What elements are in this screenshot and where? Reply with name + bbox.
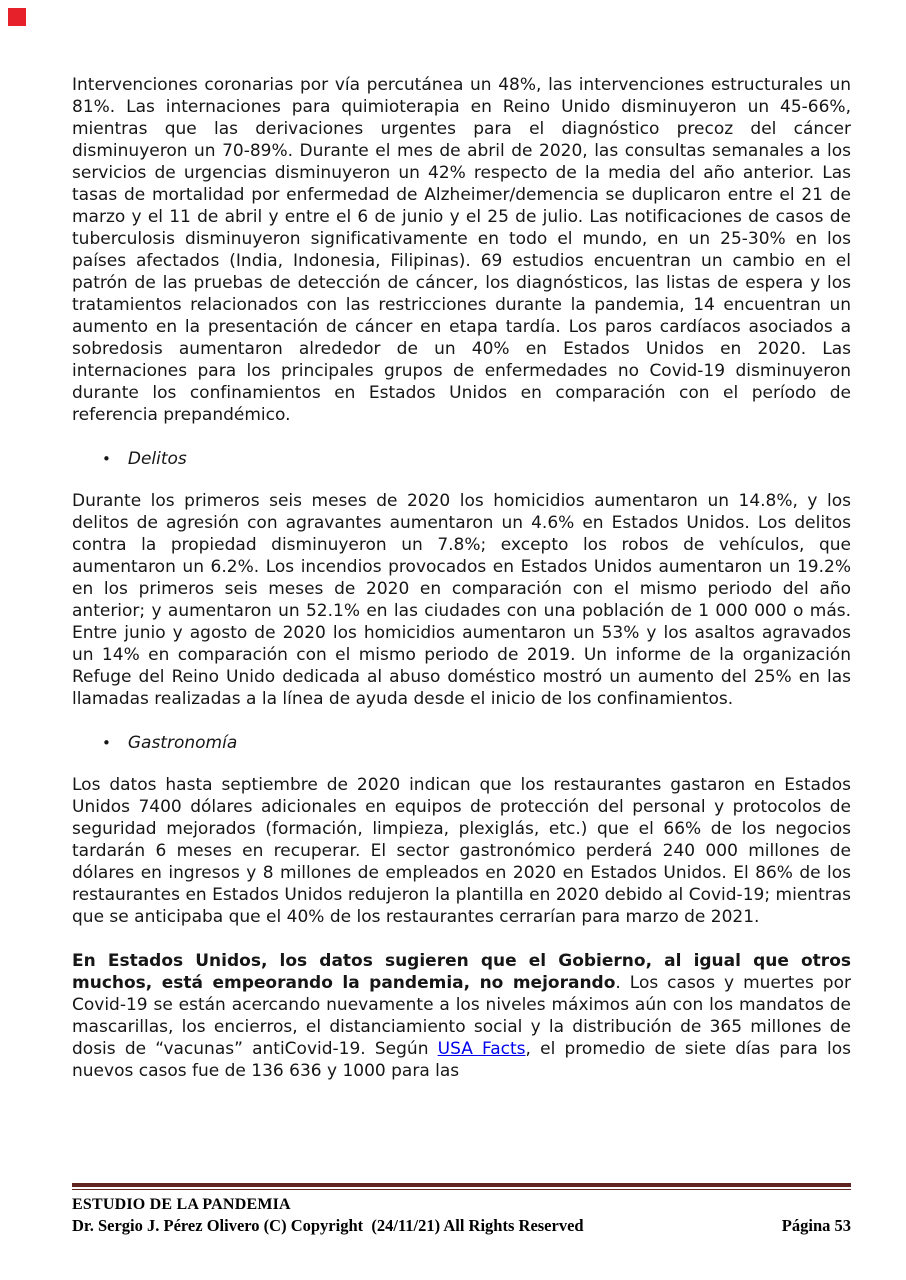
page-number: Página 53 [781, 1216, 851, 1235]
conclusion-text-before-link: . Los casos y muertes por Covid-19 se están acercando nuevamente a los niveles máximos aún con los mandatos de mascarillas, los encierros, el distanciamiento social y la distribución de 365 millones de dosis de “vacunas” antiCovid-19. Según [72, 973, 851, 1059]
footer-rule-thin [72, 1189, 851, 1190]
footer-copyright: Dr. Sergio J. Pérez Olivero (C) Copyright (24/11/21) All Rights Reserved [72, 1216, 584, 1235]
footer-document-title: ESTUDIO DE LA PANDEMIA [72, 1196, 291, 1213]
bold-statement: En Estados Unidos, los datos sugieren que el Gobierno, al igual que otros muchos, está empeorando la pandemia, no mejorando [72, 951, 851, 993]
bullet-label-delitos: Delitos [127, 449, 187, 469]
bullet-label-gastronomia: Gastronomía [127, 733, 238, 753]
paragraph-conclusion [72, 950, 851, 1082]
conclusion-text-after-link: , el promedio de siete días para los nuevos casos fue de 136 636 y 1000 para las [72, 1039, 851, 1081]
footer-rule-thick [72, 1183, 851, 1187]
page-footer [72, 1183, 851, 1237]
paragraph-gastronomy: Los datos hasta septiembre de 2020 indican que los restaurantes gastaron en Estados Unidos 7400 dólares adicionales en equipos de protección del personal y protocolos de seguridad mejorados (formación, limpieza, plexiglás, etc.) que el 66% de los negocios tardarán 6 meses en recuperar. El sector gastronómico perderá 240 000 millones de dólares en ingresos y 8 millones de empleados en 2020 en Estados Unidos. El 86% de los restaurantes en Estados Unidos redujeron la plantilla en 2020 debido al Covid-19; mientras que se anticipaba que el 40% de los restaurantes cerrarían para marzo de 2021. [72, 775, 851, 927]
paragraph-crime: Durante los primeros seis meses de 2020 los homicidios aumentaron un 14.8%, y los delitos de agresión con agravantes aumentaron un 4.6% en Estados Unidos. Los delitos contra la propiedad disminuyeron un 7.8%; excepto los robos de vehículos, que aumentaron un 6.2%. Los incendios provocados en Estados Unidos aumentaron un 19.2% en los primeros seis meses de 2020 en comparación con el mismo periodo del año anterior; y aumentaron un 52.1% en las ciudades con una población de 1 000 000 o más. Entre junio y agosto de 2020 los homicidios aumentaron un 53% y los asaltos agravados un 14% en comparación con el mismo periodo de 2019. Un informe de la organización Refuge del Reino Unido dedicada al abuso doméstico mostró un aumento del 25% en las llamadas realizadas a la línea de ayuda desde el inicio de los confinamientos. [72, 491, 851, 709]
usa-facts-link[interactable]: USA Facts [437, 1039, 526, 1059]
bullet-icon: • [102, 450, 111, 468]
page-content [72, 74, 851, 1104]
paragraph-interventions: Intervenciones coronarias por vía percutánea un 48%, las intervenciones estructurales un 81%. Las internaciones para quimioterapia en Reino Unido disminuyeron un 45-66%, mientras que las derivaciones urgentes para el diagnóstico precoz del cáncer disminuyeron un 70-89%. Durante el mes de abril de 2020, las consultas semanales a los servicios de urgencias disminuyeron un 42% respecto de la media del año anterior. Las tasas de mortalidad por enfermedad de Alzheimer/demencia se duplicaron entre el 21 de marzo y el 11 de abril y entre el 6 de junio y el 25 de julio. Las notificaciones de casos de tuberculosis disminuyeron significativamente en todo el mundo, en un 25-30% en los países afectados (India, Indonesia, Filipinas). 69 estudios encuentran un cambio en el patrón de las pruebas de detección de cáncer, los diagnósticos, las listas de espera y los tratamientos relacionados con las restricciones durante la pandemia, 14 encuentran un aumento en la presentación de cáncer en etapa tardía. Los paros cardíacos asociados a sobredosis aumentaron alrededor de un 40% en Estados Unidos en 2020. Las internaciones para los principales grupos de enfermedades no Covid-19 disminuyeron durante los confinamientos en Estados Unidos en comparación con el período de referencia prepandémico. [72, 75, 851, 425]
bullet-item-gastronomia [72, 732, 851, 754]
red-square-marker [8, 8, 26, 26]
bullet-icon: • [102, 734, 111, 752]
footer-row [72, 1215, 851, 1237]
bullet-item-delitos [72, 448, 851, 470]
